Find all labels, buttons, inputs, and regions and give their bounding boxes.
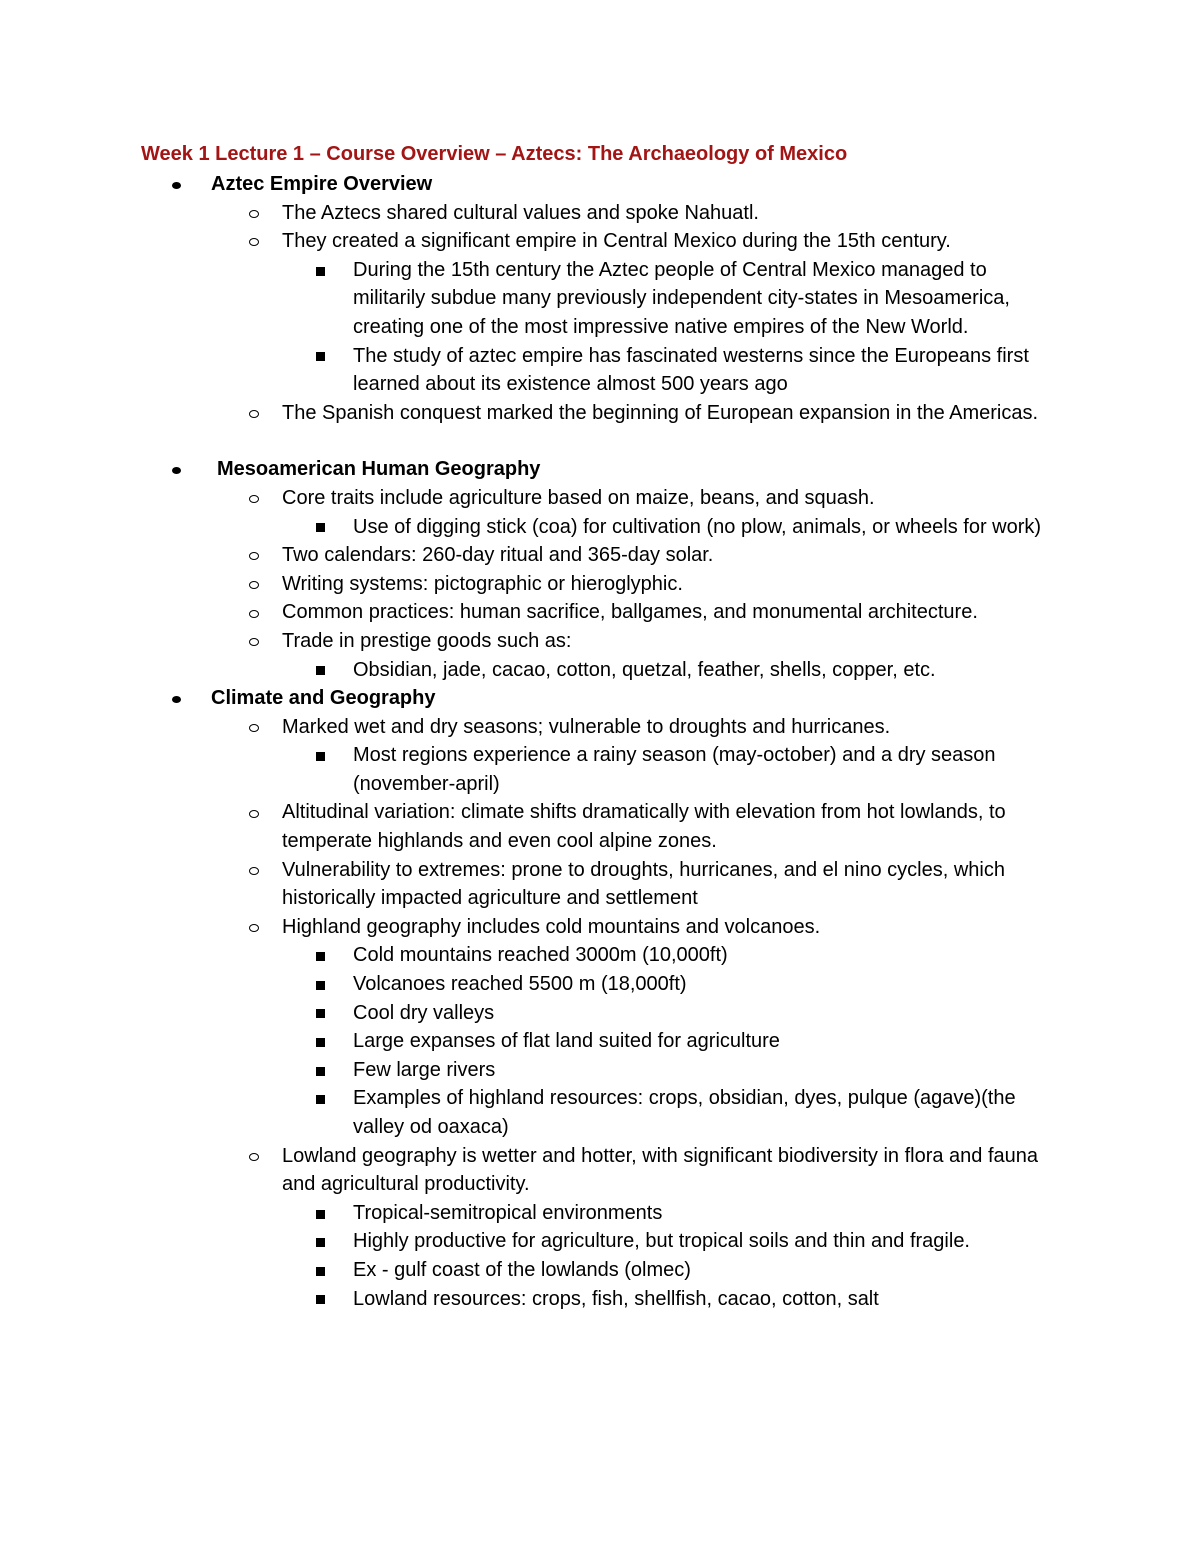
list-item: Tropical-semitropical environments (0, 1199, 1048, 1228)
square-bullet-icon (316, 656, 325, 685)
square-bullet-icon (316, 941, 325, 970)
list-item: Highly productive for agriculture, but tropical soils and thin and fragile. (0, 1227, 1048, 1256)
list-item: Cool dry valleys (0, 999, 1048, 1028)
list-item: Obsidian, jade, cacao, cotton, quetzal, feather, shells, copper, etc. (0, 656, 1048, 685)
list-item: Lowland resources: crops, fish, shellfish, cacao, cotton, salt (0, 1285, 1048, 1314)
circle-bullet-icon (249, 227, 259, 256)
disc-bullet-icon (172, 455, 181, 484)
list-item: The study of aztec empire has fascinated westerns since the Europeans first learned about its existence almost 500 years ago (0, 342, 1048, 399)
list-item: Large expanses of flat land suited for agriculture (0, 1027, 1048, 1056)
list-item: Vulnerability to extremes: prone to droughts, hurricanes, and el nino cycles, which historically impacted agriculture and settlement (0, 856, 1052, 913)
list-item: Common practices: human sacrifice, ballgames, and monumental architecture. (0, 598, 1052, 627)
list-item: Marked wet and dry seasons; vulnerable to droughts and hurricanes. (0, 713, 1052, 742)
list-item: Altitudinal variation: climate shifts dramatically with elevation from hot lowlands, to temperate highlands and even cool alpine zones. (0, 798, 1052, 855)
square-bullet-icon (316, 1256, 325, 1285)
list-item: Volcanoes reached 5500 m (18,000ft) (0, 970, 1048, 999)
square-bullet-icon (316, 256, 325, 285)
list-item: The Aztecs shared cultural values and spoke Nahuatl. (0, 199, 1052, 228)
square-bullet-icon (316, 1084, 325, 1113)
list-item: Core traits include agriculture based on maize, beans, and squash. (0, 484, 1052, 513)
section-heading: Climate and Geography (0, 684, 1200, 713)
circle-bullet-icon (249, 713, 259, 742)
list-item: Lowland geography is wetter and hotter, with significant biodiversity in flora and fauna and agricultural productivity. (0, 1142, 1052, 1199)
circle-bullet-icon (249, 399, 259, 428)
page-title: Week 1 Lecture 1 – Course Overview – Aztecs: The Archaeology of Mexico (141, 143, 848, 165)
list-item: Use of digging stick (coa) for cultivation (no plow, animals, or wheels for work) (0, 513, 1048, 542)
circle-bullet-icon (249, 1142, 259, 1171)
square-bullet-icon (316, 342, 325, 371)
square-bullet-icon (316, 1056, 325, 1085)
list-item: Trade in prestige goods such as: (0, 627, 1052, 656)
square-bullet-icon (316, 741, 325, 770)
circle-bullet-icon (249, 798, 259, 827)
list-item: Two calendars: 260-day ritual and 365-day solar. (0, 541, 1052, 570)
circle-bullet-icon (249, 541, 259, 570)
square-bullet-icon (316, 1199, 325, 1228)
list-item: Cold mountains reached 3000m (10,000ft) (0, 941, 1048, 970)
square-bullet-icon (316, 1027, 325, 1056)
circle-bullet-icon (249, 199, 259, 228)
notes-content (0, 170, 1200, 1313)
disc-bullet-icon (172, 170, 181, 199)
circle-bullet-icon (249, 913, 259, 942)
list-item: Examples of highland resources: crops, obsidian, dyes, pulque (agave)(the valley od oaxaca) (0, 1084, 1048, 1141)
spacer (0, 427, 1200, 455)
list-item: The Spanish conquest marked the beginning of European expansion in the Americas. (0, 399, 1052, 428)
list-item: Ex - gulf coast of the lowlands (olmec) (0, 1256, 1048, 1285)
circle-bullet-icon (249, 598, 259, 627)
square-bullet-icon (316, 1285, 325, 1314)
disc-bullet-icon (172, 684, 181, 713)
list-item: Highland geography includes cold mountains and volcanoes. (0, 913, 1052, 942)
square-bullet-icon (316, 970, 325, 999)
list-item: Most regions experience a rainy season (may-october) and a dry season (november-april) (0, 741, 1048, 798)
list-item: They created a significant empire in Central Mexico during the 15th century. (0, 227, 1052, 256)
square-bullet-icon (316, 1227, 325, 1256)
circle-bullet-icon (249, 484, 259, 513)
list-item: Writing systems: pictographic or hieroglyphic. (0, 570, 1052, 599)
list-item: Few large rivers (0, 1056, 1048, 1085)
circle-bullet-icon (249, 570, 259, 599)
square-bullet-icon (316, 999, 325, 1028)
square-bullet-icon (316, 513, 325, 542)
circle-bullet-icon (249, 856, 259, 885)
circle-bullet-icon (249, 627, 259, 656)
list-item: During the 15th century the Aztec people of Central Mexico managed to militarily subdue many previously independent city-states in Mesoamerica, creating one of the most impressive native empires of the New World. (0, 256, 1048, 342)
section-heading: Mesoamerican Human Geography (0, 455, 1200, 484)
section-heading: Aztec Empire Overview (0, 170, 1200, 199)
